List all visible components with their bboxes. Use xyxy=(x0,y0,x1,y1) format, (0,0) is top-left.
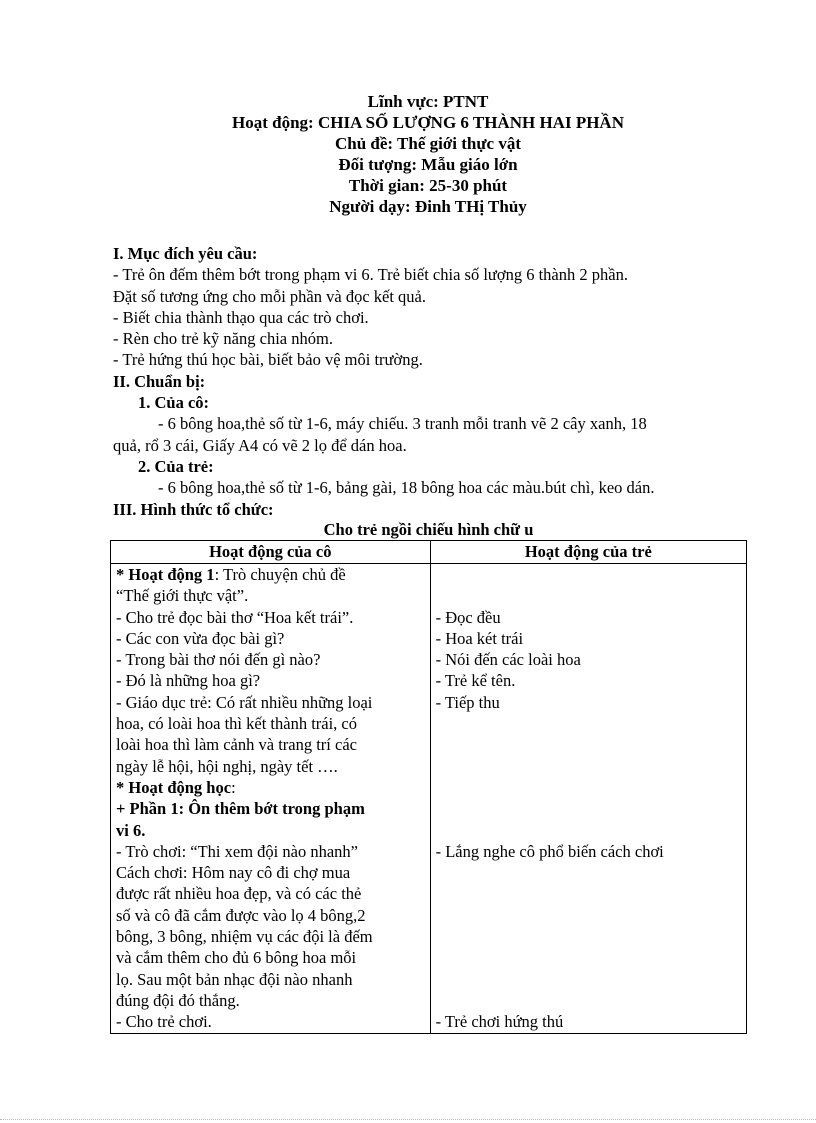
teacher-step: hoa, có loài hoa thì kết thành trái, có xyxy=(116,714,358,734)
teacher-step: - Các con vừa đọc bài gì? xyxy=(116,628,285,648)
table-header-row xyxy=(111,541,747,564)
col-header-children: Hoạt động của trẻ xyxy=(430,541,746,564)
activity-1-text: “Thế giới thực vật”. xyxy=(116,586,249,606)
teacher-step: - Cho trẻ đọc bài thơ “Hoa kết trái”. xyxy=(116,607,354,627)
section-title-organization: III. Hình thức tổ chức: xyxy=(113,499,274,519)
children-materials-line: - 6 bông hoa,thẻ số từ 1-6, bảng gài, 18 bông hoa các màu.bút chì, keo dán. xyxy=(158,478,655,498)
teacher-step: - Giáo dục trẻ: Có rất nhiều những loại xyxy=(116,692,373,712)
part-1-label: + Phần 1 xyxy=(116,799,179,819)
game-step: đúng đội đó thắng. xyxy=(116,990,240,1010)
child-response: - Trẻ kể tên. xyxy=(435,671,516,691)
game-step: Cách chơi: Hôm nay cô đi chợ mua xyxy=(116,863,351,883)
lesson-body xyxy=(113,243,753,520)
teacher-step: - Trong bài thơ nói đến gì nào? xyxy=(116,650,321,670)
game-step: lọ. Sau một bản nhạc đội nào nhanh xyxy=(116,969,353,989)
objective-line: Đặt số tương ứng cho mỗi phần và đọc kết quả. xyxy=(113,286,427,306)
game-step: được rất nhiều hoa đẹp, và có các thẻ xyxy=(116,884,362,904)
objective-line: - Trẻ hứng thú học bài, biết bảo vệ môi trường. xyxy=(113,350,423,370)
game-step: - Trò chơi: “Thi xem đội nào nhanh” xyxy=(116,841,358,861)
subsection-children: 2. Của trẻ: xyxy=(138,456,214,476)
child-response: - Lắng nghe cô phổ biến cách chơi xyxy=(435,841,664,861)
objective-line: - Rèn cho trẻ kỹ năng chia nhóm. xyxy=(113,329,333,349)
teacher-activities-cell xyxy=(111,564,431,1034)
objective-line: - Trẻ ôn đếm thêm bớt trong phạm vi 6. Trẻ biết chia số lượng 6 thành 2 phần. xyxy=(113,265,628,285)
page-footer-divider xyxy=(0,1119,816,1120)
lesson-header xyxy=(0,91,816,217)
teacher-materials-line: quả, rổ 3 cái, Giấy A4 có vẽ 2 lọ để dán hoa. xyxy=(113,435,407,455)
section-title-objectives: I. Mục đích yêu cầu: xyxy=(113,244,258,263)
table-row xyxy=(111,564,747,1034)
part-1-text: vi 6. xyxy=(116,820,146,840)
child-response: - Tiếp thu xyxy=(435,692,500,712)
duration-line: Thời gian: 25-30 phút xyxy=(348,176,508,195)
game-step: và cắm thêm cho đủ 6 bông hoa mỗi xyxy=(116,948,357,968)
child-response: - Nói đến các loài hoa xyxy=(435,650,581,670)
child-response: - Hoa két trái xyxy=(435,628,524,648)
part-1-text: : Ôn thêm bớt trong phạm xyxy=(178,799,365,819)
audience-line: Đối tượng: Mẫu giáo lớn xyxy=(338,155,518,174)
activity-2-label: * Hoạt động học xyxy=(116,777,232,797)
teacher-materials-line: - 6 bông hoa,thẻ số từ 1-6, máy chiếu. 3 tranh mỗi tranh vẽ 2 cây xanh, 18 xyxy=(158,414,647,434)
teacher-step: - Đó là những hoa gì? xyxy=(116,671,261,691)
teacher-step: ngày lễ hội, hội nghị, ngày tết …. xyxy=(116,756,338,776)
teacher-line: Người dạy: Đinh THị Thủy xyxy=(329,197,527,216)
activity-table xyxy=(110,540,747,1034)
teacher-step: loài hoa thì làm cảnh và trang trí các xyxy=(116,735,357,755)
game-step: - Cho trẻ chơi. xyxy=(116,1012,212,1032)
children-activities-cell xyxy=(430,564,746,1034)
table-caption: Cho trẻ ngồi chiếu hình chữ u xyxy=(323,520,534,539)
game-step: số và cô đã cắm được vào lọ 4 bông,2 xyxy=(116,905,366,925)
activity-1-text: : Trò chuyện chủ đề xyxy=(214,565,346,584)
child-response: - Đọc đều xyxy=(435,607,501,627)
activity-1-label: * Hoạt động 1 xyxy=(116,565,215,584)
activity-2-colon: : xyxy=(231,777,236,797)
field-line: Lĩnh vực: PTNT xyxy=(367,92,489,111)
theme-line: Chủ đề: Thế giới thực vật xyxy=(334,134,521,153)
child-response: - Trẻ chơi hứng thú xyxy=(435,1012,564,1032)
section-title-preparation: II. Chuẩn bị: xyxy=(113,371,206,391)
activity-title: Hoạt động: CHIA SỐ LƯỢNG 6 THÀNH HAI PHẦN xyxy=(232,113,624,132)
col-header-teacher: Hoạt động của cô xyxy=(111,541,431,564)
objective-line: - Biết chia thành thạo qua các trò chơi. xyxy=(113,307,369,327)
game-step: bông, 3 bông, nhiệm vụ các đội là đếm xyxy=(116,927,373,947)
subsection-teacher: 1. Của cô: xyxy=(138,393,210,413)
